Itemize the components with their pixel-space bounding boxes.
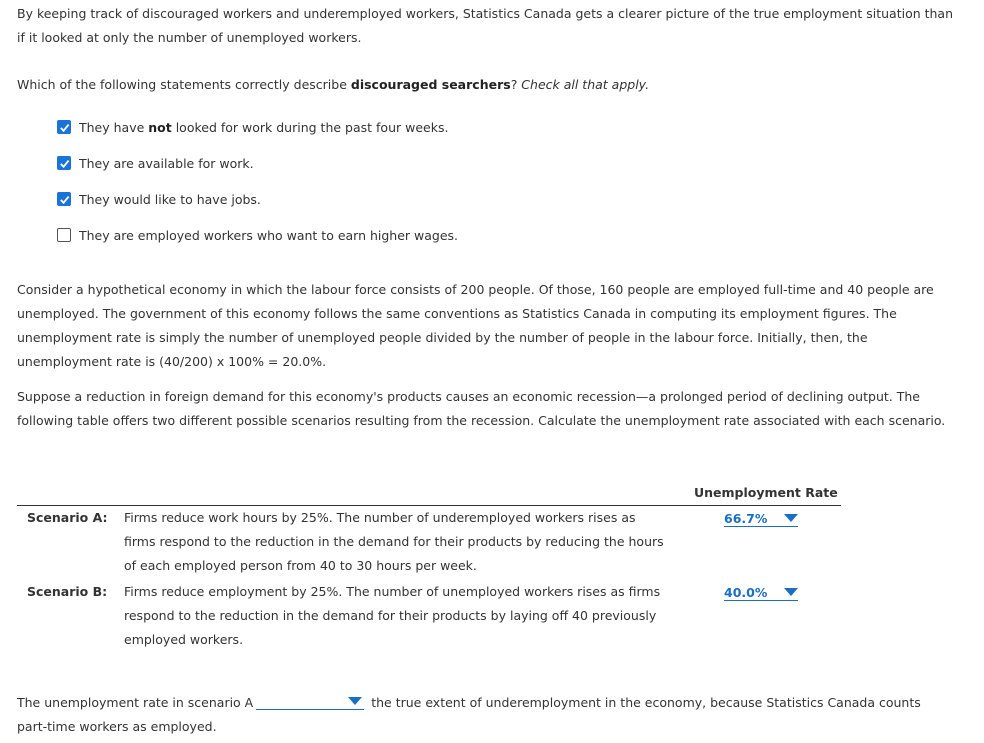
dropdown-arrow-icon — [784, 588, 798, 596]
question-text — [17, 73, 957, 97]
scenario-a-label: Scenario A: — [27, 510, 108, 525]
option-label: They would like to have jobs. — [79, 191, 261, 207]
question-bold: discouraged searchers — [350, 77, 511, 92]
recession-text: Suppose a reduction in foreign demand for this economy's products causes an economic recession—a prolonged period of declining output. The following table offers two different possible scenarios resulting from the recession. Calculate the unemployment rate associated with each scenario. — [17, 389, 946, 428]
intro-text: By keeping track of discouraged workers and underemployed workers, Statistics Canada gets a clearer picture of the true employment situation than if it looked at only the number of unemployed workers. — [17, 6, 954, 45]
option-3[interactable] — [57, 190, 261, 208]
scenario-a-rate-value: 66.7% — [724, 510, 768, 526]
checkbox-checked-icon[interactable] — [57, 192, 71, 206]
question-instruction: Check all that apply. — [521, 77, 650, 92]
scenario-setup-text: Consider a hypothetical economy in which the labour force consists of 200 people. Of those, 160 people are employed full-time and 40 people are unemployed. The government of this economy follows the same conventions as Statistics Canada in computing its employment figures. The unemployment rate is simply the number of unemployed people divided by the number of people in the labour force. Initially, then, the unemployment rate is (40/200) x 100% = 20.0%. — [17, 282, 934, 369]
question-prefix: Which of the following statements correctly describe — [17, 77, 351, 92]
checkbox-checked-icon[interactable] — [57, 156, 71, 170]
checkbox-unchecked-icon[interactable] — [57, 228, 71, 242]
scenario-b-rate-value: 40.0% — [724, 584, 768, 600]
option-label: They are employed workers who want to earn higher wages. — [79, 227, 459, 243]
option-label: They have not looked for work during the past four weeks. — [79, 119, 449, 135]
option-label: They are available for work. — [79, 155, 254, 171]
checkbox-checked-icon[interactable] — [57, 120, 71, 134]
question-suffix: ? — [510, 77, 522, 92]
scenario-a-text: Firms reduce work hours by 25%. The number of underemployed workers rises as firms respond to the reduction in the demand for their products by reducing the hours of each employed person from 40 to 30 hours per week. — [124, 510, 664, 573]
final-pre: The unemployment rate in scenario A — [17, 694, 254, 710]
final-statement — [17, 691, 947, 739]
dropdown-arrow-icon — [348, 697, 362, 705]
final-post: the true extent of underemployment in the economy, because Statistics Canada counts part-time workers as employed. — [17, 694, 921, 734]
option-4[interactable] — [57, 226, 458, 244]
dropdown-arrow-icon — [784, 514, 798, 522]
scenario-a-rate-dropdown[interactable] — [724, 510, 798, 527]
option-1[interactable] — [57, 118, 448, 136]
option-2[interactable] — [57, 154, 254, 172]
scenario-a-comparison-dropdown[interactable] — [256, 693, 364, 710]
scenario-b-text: Firms reduce employment by 25%. The number of unemployed workers rises as firms respond to the reduction in the demand for their products by laying off 40 previously employed workers. — [124, 584, 661, 647]
scenario-b-rate-dropdown[interactable] — [724, 584, 798, 601]
table-header-unemployment-rate: Unemployment Rate — [694, 485, 838, 500]
scenario-b-label: Scenario B: — [27, 584, 108, 599]
